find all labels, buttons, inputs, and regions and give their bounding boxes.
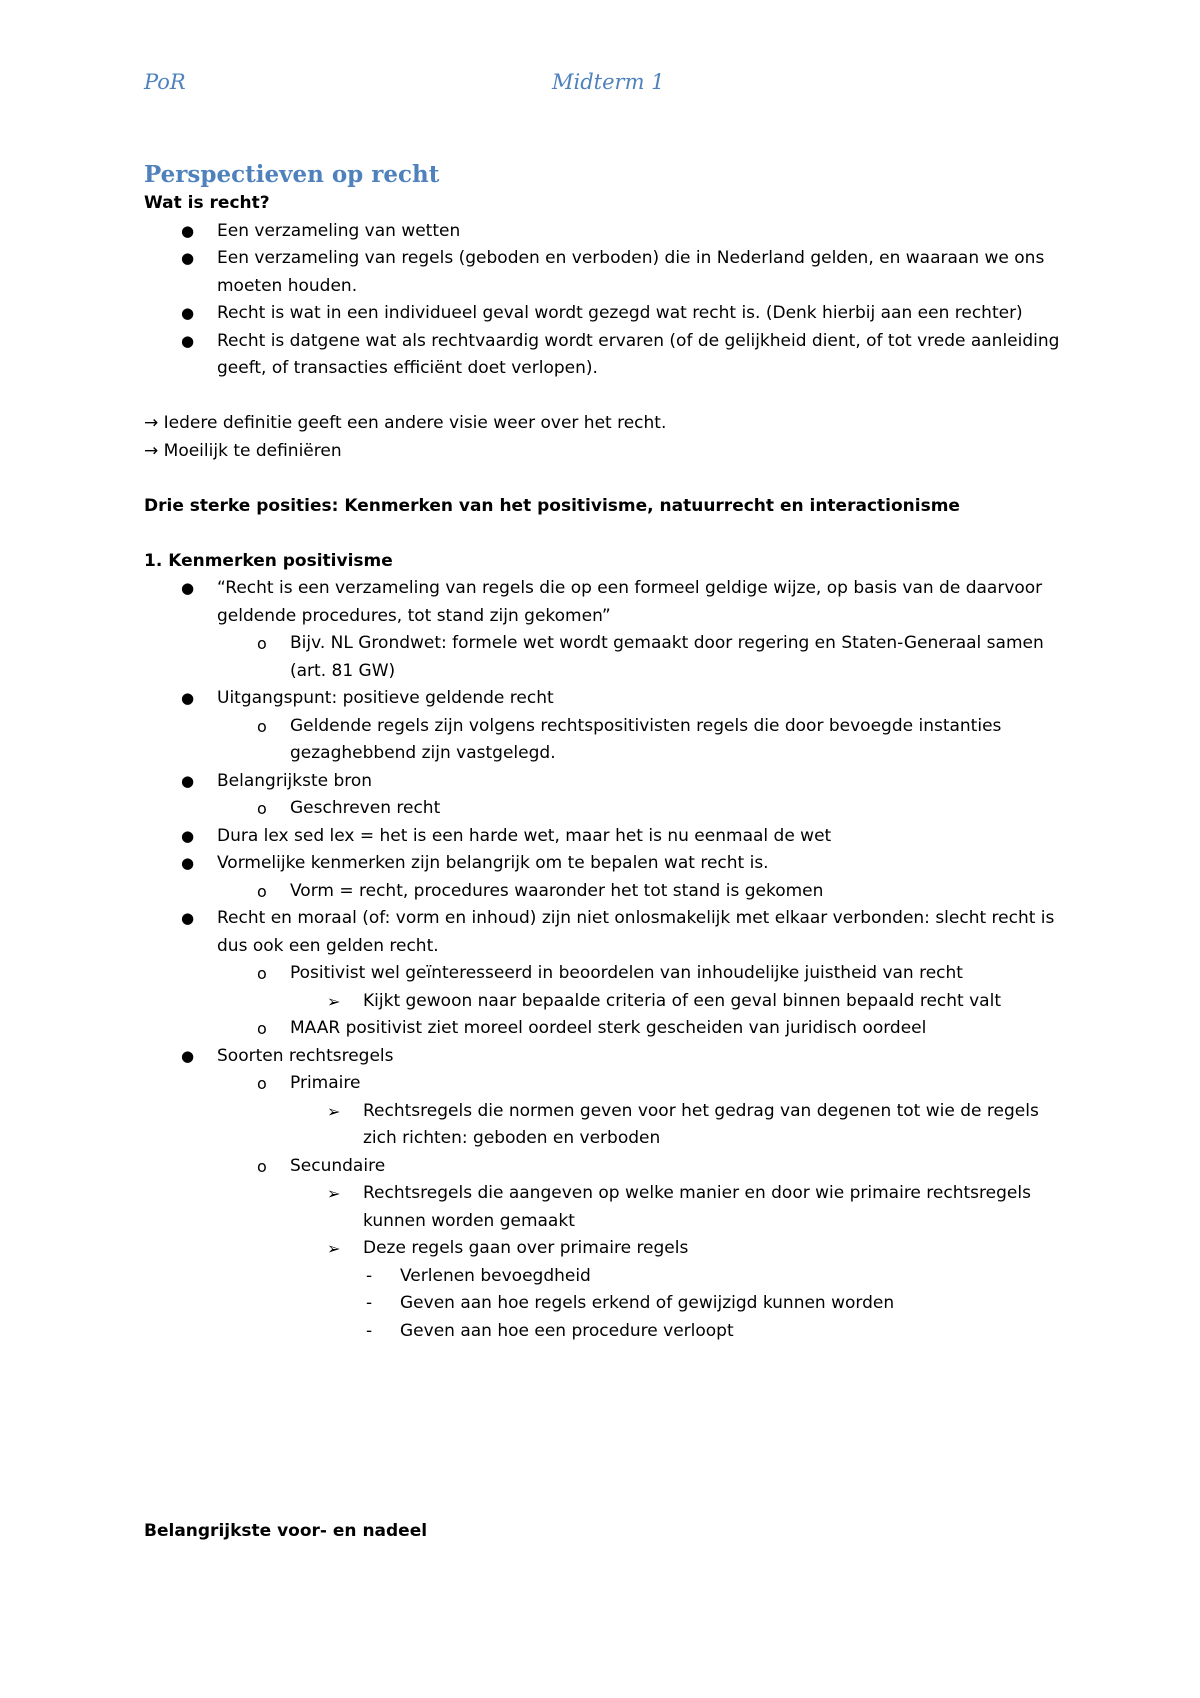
bullet-icon: ● <box>181 304 195 322</box>
list-item: o Primaire <box>144 1070 1074 1098</box>
list-item: ● Belangrijkste bron <box>144 768 1074 796</box>
list-item: ● Een verzameling van wetten <box>144 218 1074 246</box>
circle-bullet-icon: o <box>257 1074 267 1093</box>
list-item: ● Recht is wat in een individueel geval wordt gezegd wat recht is. (Denk hierbij aan een rechter) <box>144 300 1074 328</box>
bullet-icon: ● <box>181 221 195 240</box>
list-item: o Bijv. NL Grondwet: formele wet wordt gemaakt door regering en Staten-Generaal samen (art. 81 GW) <box>144 630 1074 685</box>
list-item: ➢ Kijkt gewoon naar bepaalde criteria of een geval binnen bepaald recht valt <box>144 988 1074 1016</box>
list-item: ● “Recht is een verzameling van regels die op een formeel geldige wijze, op basis van de daarvoor geldende procedures, tot stand zijn gekomen” <box>144 575 1074 630</box>
list-item: o Geschreven recht <box>144 795 1074 823</box>
arrow-bullet-icon: ➢ <box>327 1101 341 1121</box>
note-line: → Moeilijk te definiëren <box>144 440 342 461</box>
bullet-icon: ● <box>181 909 195 927</box>
list-item: ➢ Deze regels gaan over primaire regels <box>144 1235 1074 1263</box>
document-body <box>144 160 1074 1345</box>
dash-bullet-icon: - <box>366 1293 373 1313</box>
arrow-bullet-icon: ➢ <box>327 991 341 1011</box>
list-item: ● Recht en moraal (of: vorm en inhoud) zijn niet onlosmakelijk met elkaar verbonden: slecht recht is dus ook een gelden recht. <box>144 905 1074 960</box>
bullet-icon: ● <box>181 689 195 707</box>
advantages-heading: Belangrijkste voor- en nadeel <box>144 1521 428 1541</box>
bullet-icon: ● <box>181 331 195 350</box>
page-title: Perspectieven op recht <box>144 161 440 188</box>
circle-bullet-icon: o <box>257 634 267 653</box>
circle-bullet-icon: o <box>257 716 267 736</box>
positions-heading: Drie sterke posities: Kenmerken van het positivisme, natuurrecht en interactionisme <box>144 495 960 516</box>
list-item: ● Een verzameling van regels (geboden en verboden) die in Nederland gelden, en waaraan we ons moeten houden. <box>144 245 1074 300</box>
bullet-icon: ● <box>181 1046 195 1065</box>
dash-bullet-icon: - <box>366 1265 373 1286</box>
list-item: ● Recht is datgene wat als rechtvaardig wordt ervaren (of de gelijkheid dient, of tot vrede aanleiding geeft, of transacties efficiënt doet verlopen). <box>144 328 1074 383</box>
circle-bullet-icon: o <box>257 799 267 818</box>
bullet-icon: ● <box>181 826 195 845</box>
positivism-list <box>144 575 1074 1345</box>
bullet-icon: ● <box>181 579 195 597</box>
header-center: Midterm 1 <box>552 70 665 94</box>
circle-bullet-icon: o <box>257 1019 267 1038</box>
arrow-bullet-icon: ➢ <box>327 1239 341 1258</box>
list-item: - Geven aan hoe regels erkend of gewijzigd kunnen worden <box>144 1290 1074 1318</box>
list-item: ➢ Rechtsregels die aangeven op welke manier en door wie primaire rechtsregels kunnen worden gemaakt <box>144 1180 1074 1235</box>
list-item: o Geldende regels zijn volgens rechtspositivisten regels die door bevoegde instanties gezaghebbend zijn vastgelegd. <box>144 713 1074 768</box>
list-item: ➢ Rechtsregels die normen geven voor het gedrag van degenen tot wie de regels zich richten: geboden en verboden <box>144 1098 1074 1153</box>
bullet-icon: ● <box>181 854 195 872</box>
list-item: o MAAR positivist ziet moreel oordeel sterk gescheiden van juridisch oordeel <box>144 1015 1074 1043</box>
circle-bullet-icon: o <box>257 964 267 983</box>
list-item: - Verlenen bevoegdheid <box>144 1263 1074 1291</box>
list-item: - Geven aan hoe een procedure verloopt <box>144 1318 1074 1346</box>
list-item: o Secundaire <box>144 1153 1074 1181</box>
bullet-icon: ● <box>181 249 195 267</box>
list-item: ● Soorten rechtsregels <box>144 1043 1074 1071</box>
list-item: ● Uitgangspunt: positieve geldende recht <box>144 685 1074 713</box>
arrow-bullet-icon: ➢ <box>327 1184 341 1203</box>
dash-bullet-icon: - <box>366 1320 373 1341</box>
note-line: → Iedere definitie geeft een andere visie weer over het recht. <box>144 413 667 433</box>
circle-bullet-icon: o <box>257 1156 267 1176</box>
list-item: ● Dura lex sed lex = het is een harde wet, maar het is nu eenmaal de wet <box>144 823 1074 851</box>
section-heading: 1. Kenmerken positivisme <box>144 550 393 571</box>
list-item: o Positivist wel geïnteresseerd in beoordelen van inhoudelijke juistheid van recht <box>144 960 1074 988</box>
list-item: ● Vormelijke kenmerken zijn belangrijk om te bepalen wat recht is. <box>144 850 1074 878</box>
bullet-icon: ● <box>181 771 195 790</box>
circle-bullet-icon: o <box>257 881 267 901</box>
question-heading: Wat is recht? <box>144 193 270 213</box>
list-item: o Vorm = recht, procedures waaronder het tot stand is gekomen <box>144 878 1074 906</box>
definitions-list <box>144 218 1074 383</box>
header-left: PoR <box>144 70 186 94</box>
